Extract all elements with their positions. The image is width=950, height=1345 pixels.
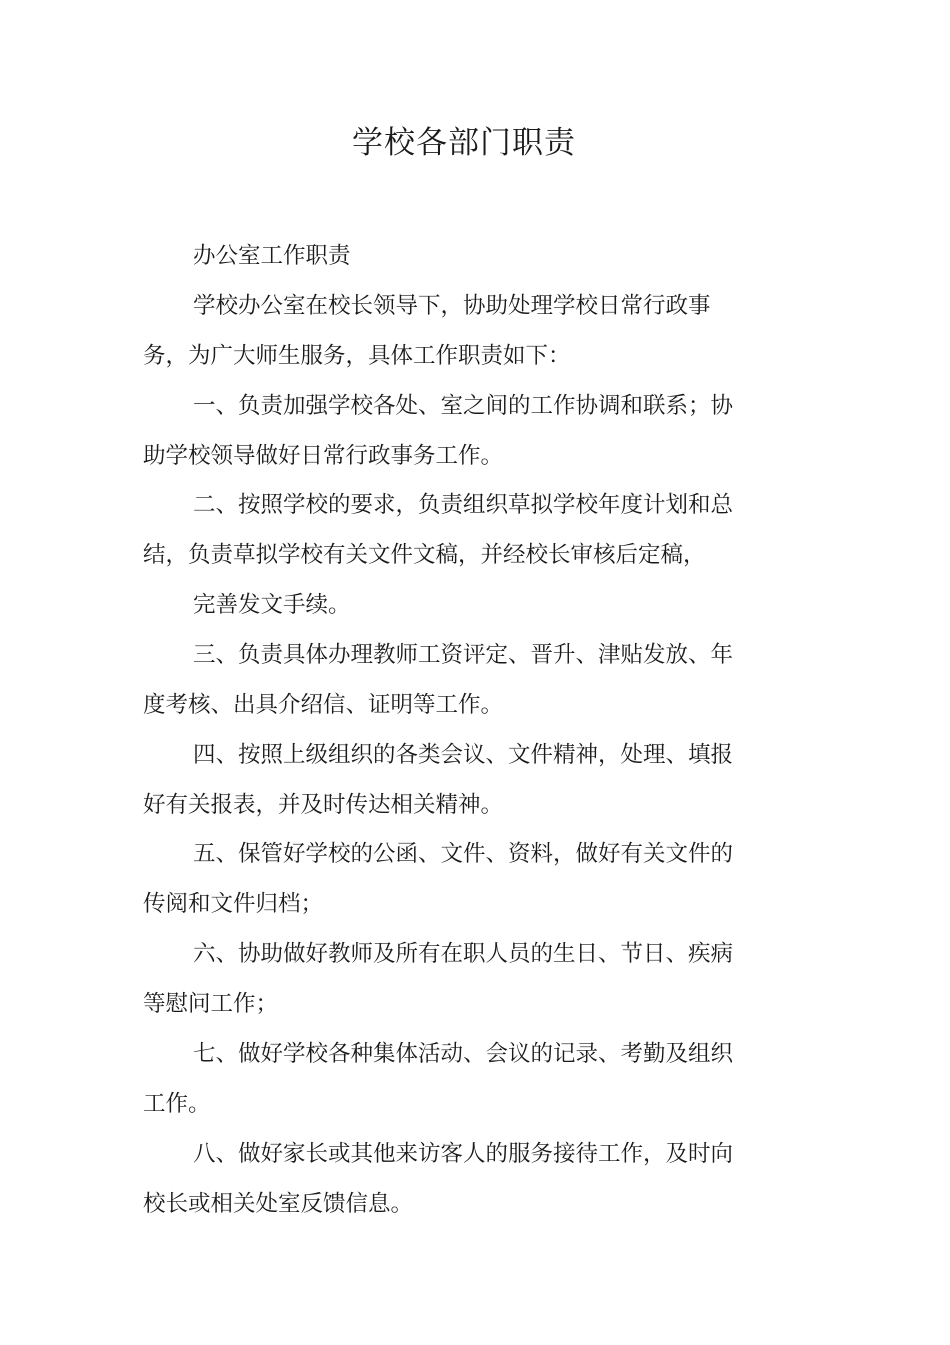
paragraph-line: 传阅和文件归档； (143, 891, 324, 917)
paragraph-line: 一、负责加强学校各处、室之间的工作协调和联系；协 (193, 393, 734, 419)
paragraph-line: 好有关报表，并及时传达相关精神。 (143, 792, 504, 818)
paragraph-line: 学校办公室在校长领导下，协助处理学校日常行政事 (193, 293, 711, 319)
paragraph-line: 七、做好学校各种集体活动、会议的记录、考勤及组织 (193, 1041, 734, 1067)
paragraph-line: 二、按照学校的要求，负责组织草拟学校年度计划和总 (193, 492, 734, 518)
paragraph-line: 结，负责草拟学校有关文件文稿，并经校长审核后定稿， (143, 542, 706, 568)
paragraph-line: 务，为广大师生服务，具体工作职责如下： (143, 343, 571, 369)
paragraph-line: 助学校领导做好日常行政事务工作。 (143, 443, 504, 469)
paragraph-line: 五、保管好学校的公函、文件、资料，做好有关文件的 (193, 841, 734, 867)
paragraph-line: 八、做好家长或其他来访客人的服务接待工作，及时向 (193, 1141, 734, 1167)
paragraph-line: 校长或相关处室反馈信息。 (143, 1191, 414, 1217)
paragraph-line: 等慰问工作； (143, 991, 279, 1017)
section-heading: 办公室工作职责 (193, 243, 351, 269)
paragraph-line: 工作。 (143, 1091, 211, 1117)
paragraph-line: 度考核、出具介绍信、证明等工作。 (143, 692, 504, 718)
paragraph-line: 四、按照上级组织的各类会议、文件精神，处理、填报 (193, 742, 734, 768)
document-title: 学校各部门职责 (352, 125, 576, 161)
paragraph-line: 六、协助做好教师及所有在职人员的生日、节日、疾病 (193, 941, 734, 967)
paragraph-line: 三、负责具体办理教师工资评定、晋升、津贴发放、年 (193, 642, 734, 668)
paragraph-line: 完善发文手续。 (193, 592, 351, 618)
